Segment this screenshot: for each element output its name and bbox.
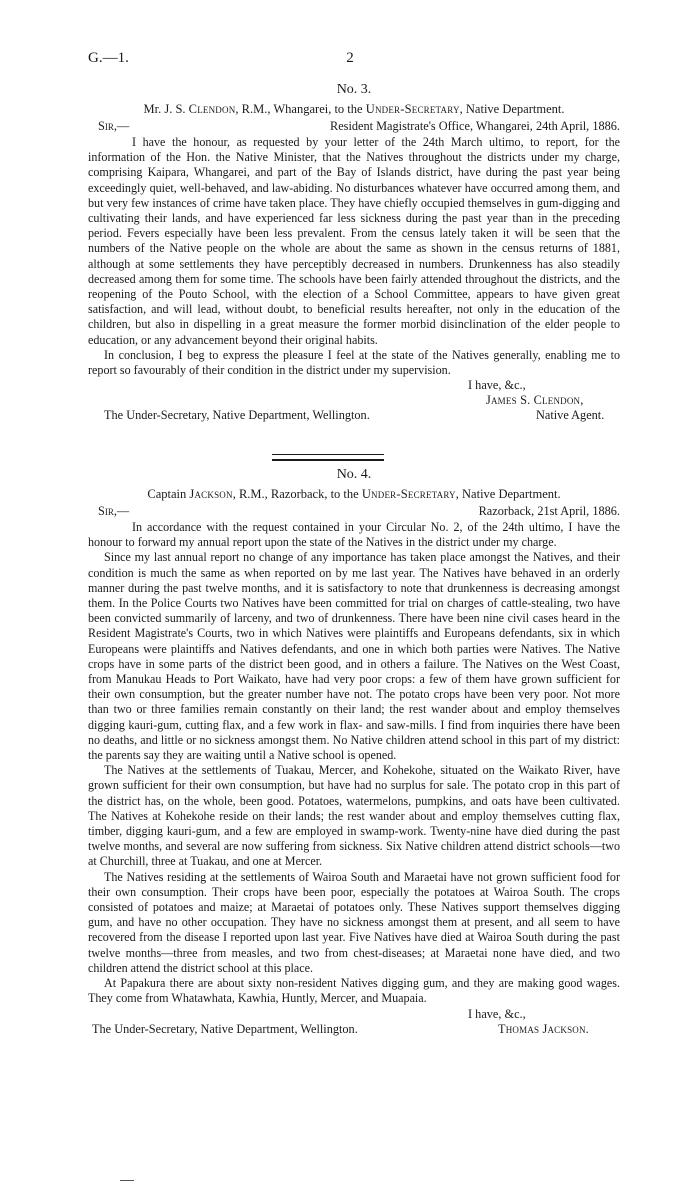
heading-from-rest: , R.M., Razorback, to the — [232, 487, 362, 501]
letter-heading — [88, 487, 620, 502]
heading-from-name: Jackson — [189, 487, 233, 501]
sender-address: Resident Magistrate's Office, Whangarei, 24th April, 1886. — [330, 119, 620, 133]
heading-from: Captain — [147, 487, 190, 501]
closing: I have, &c., — [468, 378, 526, 393]
letter-number: No. 4. — [336, 467, 372, 482]
addressee: The Under-Secretary, Native Department, Wellington. — [92, 1021, 358, 1036]
addressee: The Under-Secretary, Native Department, Wellington. — [104, 408, 370, 423]
page-number: 2 — [346, 50, 354, 66]
paragraph: The Natives at the settlements of Tuakau, Mercer, and Kohekohe, situated on the Waikato River, have grown sufficient for their own consumption, but have had no surplus for sale. The potato crop in this part of the district has, on the whole, been good. Potatoes, watermelons, pumpkins, and oats have been cultivated. The Natives at Kohekohe reside on their lands; the rest wander about and employ themselves cutting flax, timber, digging kauri-gum, and a few are employed in swamp-work. Twenty-nine have died during the past twelve months, and several are now suffering from sickness. Six Native children attend district schools—two at Churchill, three at Tuakau, and one at Mercer. — [88, 763, 620, 869]
paragraph: I have the honour, as requested by your letter of the 24th March ultimo, to report, for the information of the Hon. the Native Minister, that the Natives throughout the districts under my charge, comprising Kaipara, Whangarei, and part of the Bay of Islands district, have during the past year being exceedingly quiet, well-behaved, and law-abiding. No disturbances whatever have occurred among them, and but very few instances of crime have taken place. They have chiefly occupied themselves in gum-digging and cultivating their lands, and have experienced far less sickness during the past year than in the preceding period. Fevers especially have been less prevalent. From the census lately taken it will be seen that the numbers of the Native people on the whole are about the same as shown in the census returns of 1881, although at some settlements they have perceptibly decreased in numbers. Drunkenness has also steadily decreased among them for some time. The schools have been fairly attended throughout the districts, and the reopening of the Pouto School, with the election of a School Committee, appears to have given great satisfaction, and will lead, without doubt, to beneficial results hereafter, not only in the education of the children, but also in dispelling in a great measure the former morbid disinclination of the elder people to education, or any advancement beyond their original habits. — [88, 135, 620, 347]
heading-to-rest: , Native Department. — [459, 102, 565, 116]
salutation: Sir,— — [98, 504, 130, 518]
document-reference: G.—1. — [88, 50, 129, 66]
letter-heading — [88, 102, 620, 117]
heading-to-rest: , Native Department. — [455, 487, 561, 501]
paragraph: In accordance with the request contained in your Circular No. 2, of the 24th ultimo, I have the honour to forward my annual report upon the state of the Natives in the district under my charge. — [88, 520, 620, 550]
print-mark — [120, 1180, 134, 1181]
letter-no-4 — [88, 467, 620, 1037]
signatory-title: Native Agent. — [536, 408, 605, 423]
heading-to: Under-Secretary — [365, 102, 460, 116]
signature: Thomas Jackson. — [498, 1021, 589, 1036]
heading-from-name: Clendon — [188, 102, 236, 116]
signature: James S. Clendon, — [486, 393, 584, 408]
letter-number: No. 3. — [336, 82, 372, 97]
signature-block — [88, 378, 620, 423]
page-header — [88, 50, 612, 70]
letter-no-3 — [88, 82, 620, 423]
sender-address: Razorback, 21st April, 1886. — [478, 504, 620, 518]
signature-block — [88, 1007, 620, 1037]
salutation-row — [88, 119, 620, 135]
heading-to: Under-Secretary — [361, 487, 456, 501]
heading-from: Mr. J. S. — [143, 102, 189, 116]
closing: I have, &c., — [468, 1006, 526, 1021]
paragraph: At Papakura there are about sixty non-resident Natives digging gum, and they are making good wages. They come from Whatawhata, Kawhia, Huntly, Mercer, and Muapaia. — [88, 976, 620, 1006]
salutation-row — [88, 504, 620, 520]
paragraph: Since my last annual report no change of any importance has taken place amongst the Natives, and their condition is much the same as when reported on by me last year. The Natives have behaved in an orderly manner during the past twelve months, and it is satisfactory to note that drunkenness is decreasing amongst them. In the Police Courts two Natives have been committed for trial on charges of cattle-stealing, two have been convicted summarily of larceny, and two of drunkenness. There have been nine civil cases heard in the Resident Magistrate's Courts, two in which Natives were plaintiffs and Europeans defendants, six in which Europeans were plaintiffs and Natives defendants, and one in which both parties were Natives. The Native crops have in some parts of the district been good, and in others a failure. The Natives on the West Coast, from Manukau Heads to Port Waikato, have had very poor crops: a few of them have grown sufficient for their own consumption, but the greater number have not. The potato crops have been very poor. Not more than two or three families remain constantly on their land; the rest wander about and employ themselves digging kauri-gum, cutting flax, and a few work in flax- and saw-mills. I find from inquiries there have been no deaths, and little or no sickness amongst them. No Native children attend school in this part of my district: the parents say they are waiting until a Native school is opened. — [88, 550, 620, 763]
paragraph: In conclusion, I beg to express the pleasure I feel at the state of the Natives generally, enabling me to report so favourably of their condition in the district under my supervision. — [88, 347, 620, 378]
heading-from-rest: , R.M., Whangarei, to the — [235, 102, 366, 116]
paragraph: The Natives residing at the settlements of Wairoa South and Maraetai have not grown sufficient food for their own consumption. Their crops have been poor, especially the potatoes at Wairoa South. The crops consisted of potatoes and maize; at Maraetai of potatoes only. These Natives support themselves digging gum, and have no other occupation. They have no sickness amongst them at present, and all seem to have recovered from the disease I reported upon last year. Five Natives have died at Wairoa South during the past twelve months—three from measles, and two from chest-diseases; at Maraetai none have died, and two children attend the district school at this place. — [88, 869, 620, 975]
salutation: Sir,— — [98, 119, 130, 133]
section-divider — [272, 454, 384, 461]
